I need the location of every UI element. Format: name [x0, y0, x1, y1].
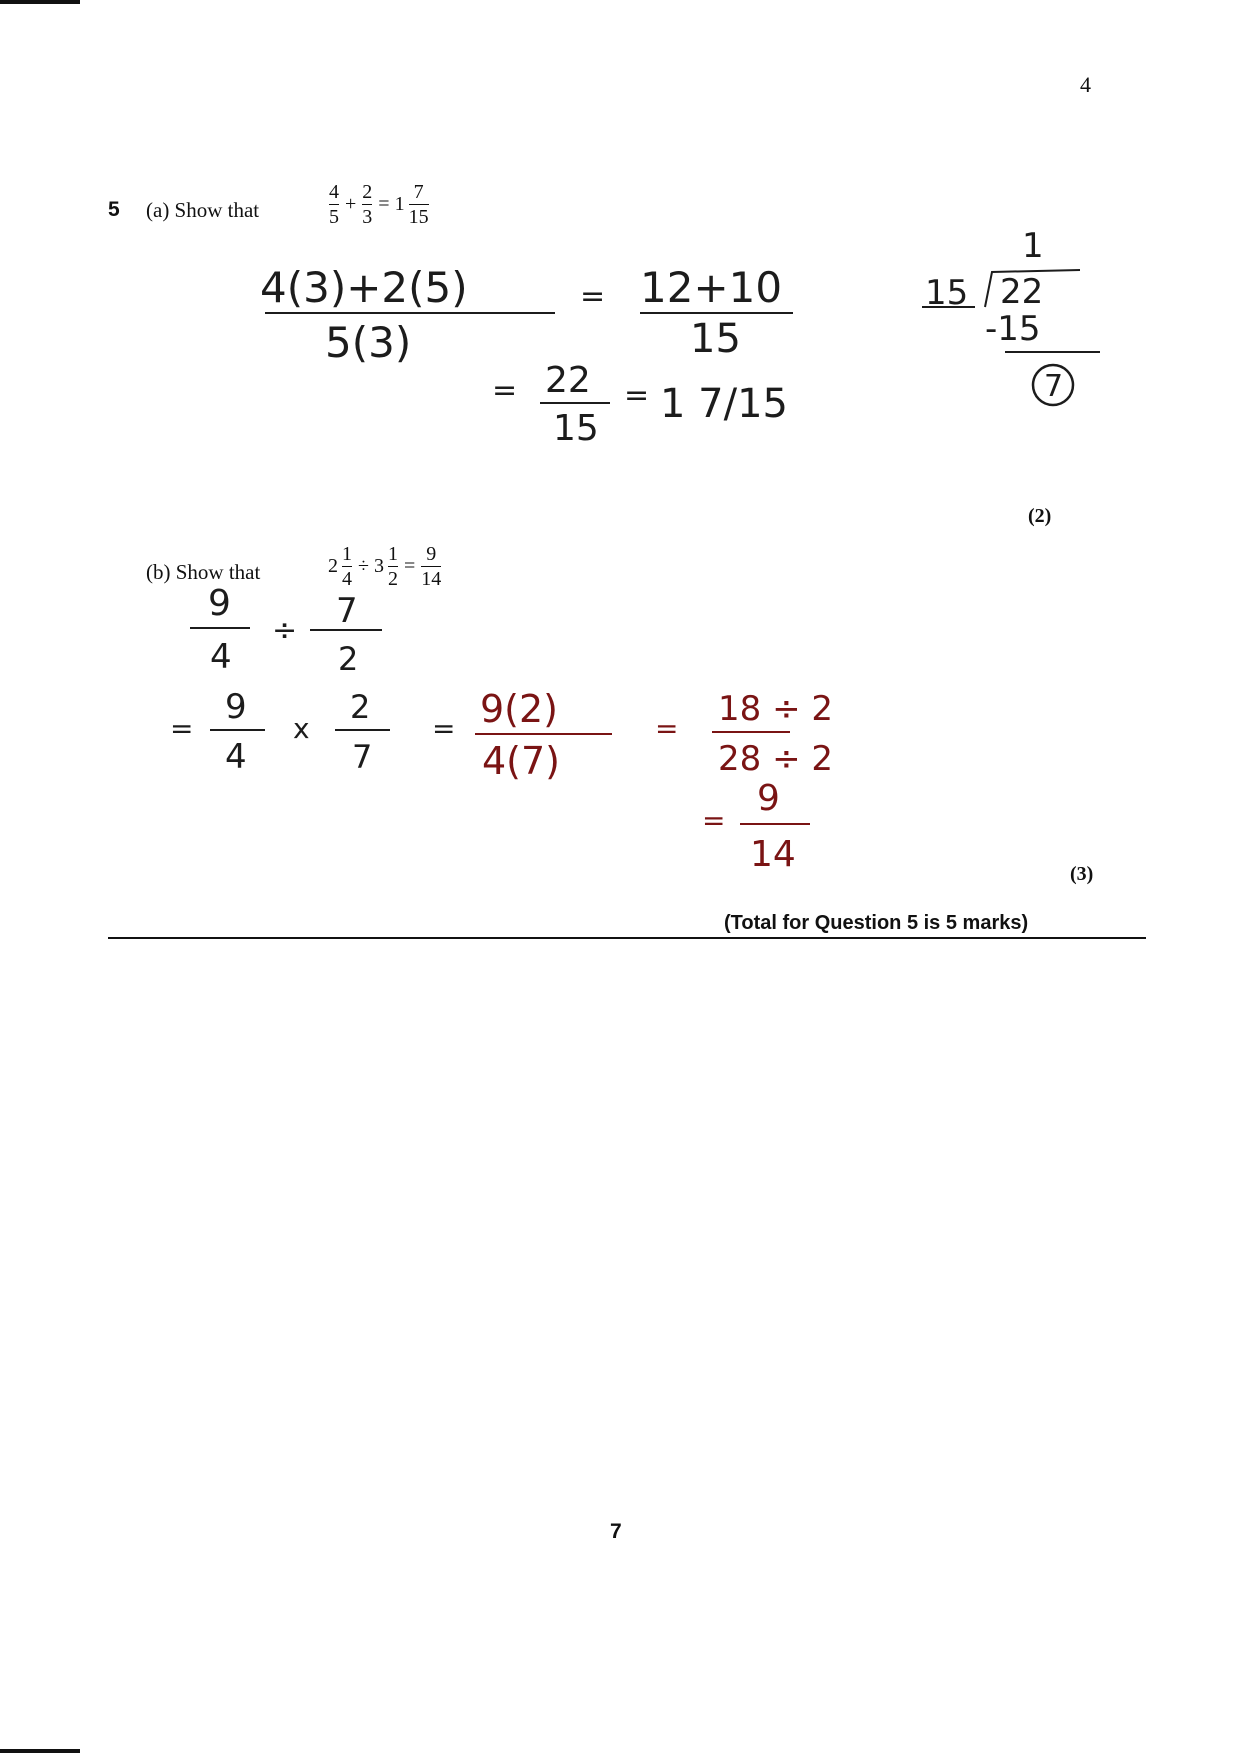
- hw-b-line2-den1: 4: [225, 737, 247, 777]
- hw-b-simplify-denominator: 28 ÷ 2: [718, 739, 833, 779]
- hw-b-step-denominator: 4(7): [482, 739, 561, 783]
- hw-a-step3-numerator: 22: [545, 360, 591, 401]
- hw-b-eq3: =: [655, 712, 679, 745]
- plus-sign: +: [345, 193, 357, 216]
- fraction-one-half: $\frac{1}{2}$: [387, 543, 398, 591]
- hw-a-step1-numerator: 4(3)+2(5): [260, 263, 468, 312]
- hw-b-step-numerator: 9(2): [480, 687, 559, 731]
- hw-b-line1-op: ÷: [272, 613, 298, 648]
- hw-a-step2-denominator: 15: [690, 316, 741, 362]
- hw-b-eq1: =: [170, 712, 194, 745]
- hw-b-simplify-numerator: 18 ÷ 2: [718, 689, 833, 729]
- equals-sign: =: [378, 193, 390, 216]
- hw-b-line2-num2: 2: [350, 688, 371, 726]
- hw-b-final-numerator: 9: [757, 778, 780, 819]
- hw-b-line2-op: x: [293, 712, 310, 745]
- hw-b-line1-num2: 7: [336, 591, 358, 631]
- equals-sign: =: [403, 555, 416, 578]
- handwriting-black-ink: [170, 226, 1100, 777]
- mixed-whole-three: 3: [373, 555, 384, 578]
- hw-a-step1-denominator: 5(3): [325, 318, 412, 367]
- fraction-two-thirds: $\frac{2}{3}$: [362, 181, 373, 229]
- hw-a-eq1: =: [580, 279, 606, 314]
- hw-a-division-divisor: 15: [925, 273, 969, 313]
- hw-a-step2-numerator: 12+10: [640, 263, 783, 312]
- part-b-printed-equation: [328, 544, 442, 589]
- hw-a-result: 1 7/15: [660, 381, 788, 427]
- mixed-whole-two: 2: [328, 555, 338, 578]
- hw-b-line1-den2: 2: [338, 640, 359, 678]
- hw-a-division-remainder: 7: [1044, 369, 1064, 404]
- hw-a-eq2: =: [492, 373, 518, 408]
- page-number: 7: [610, 1520, 622, 1543]
- hw-b-line2-den2: 7: [352, 738, 373, 776]
- hw-a-division-subtract: -15: [985, 309, 1041, 349]
- hw-b-eq2: =: [432, 712, 456, 745]
- hw-b-line1-num1: 9: [208, 583, 231, 624]
- mixed-whole-part: 1: [394, 193, 405, 216]
- part-b-label: (b) Show that: [146, 560, 261, 584]
- hw-b-eq4: =: [702, 804, 726, 837]
- divide-sign: ÷: [358, 555, 369, 578]
- fraction-nine-fourteenths: $\frac{9}{14}$: [421, 543, 442, 591]
- hw-b-line2-num1: 9: [225, 687, 247, 727]
- hw-b-line1-den1: 4: [210, 637, 232, 677]
- corner-page-number: 4: [1080, 72, 1091, 97]
- part-b-marks: (3): [1070, 863, 1094, 885]
- handwriting-red-ink: [475, 687, 833, 875]
- hw-a-division-dividend: 22: [1000, 272, 1044, 312]
- hw-b-final-denominator: 14: [750, 834, 796, 875]
- hw-a-eq3: =: [624, 378, 650, 413]
- part-a-marks: (2): [1028, 505, 1052, 527]
- fraction-seven-fifteenths: $\frac{7}{15}$: [408, 181, 429, 229]
- question-end-rule: [108, 937, 1146, 939]
- part-a-label: (a) Show that: [146, 198, 260, 222]
- question-total: (Total for Question 5 is 5 marks): [724, 912, 1029, 934]
- fraction-four-fifths: $\frac{4}{5}$: [329, 181, 339, 229]
- question-number: 5: [108, 198, 120, 221]
- hw-a-step3-denominator: 15: [553, 408, 599, 449]
- hw-a-division-quotient: 1: [1022, 226, 1044, 266]
- fraction-one-quarter: $\frac{1}{4}$: [342, 543, 352, 591]
